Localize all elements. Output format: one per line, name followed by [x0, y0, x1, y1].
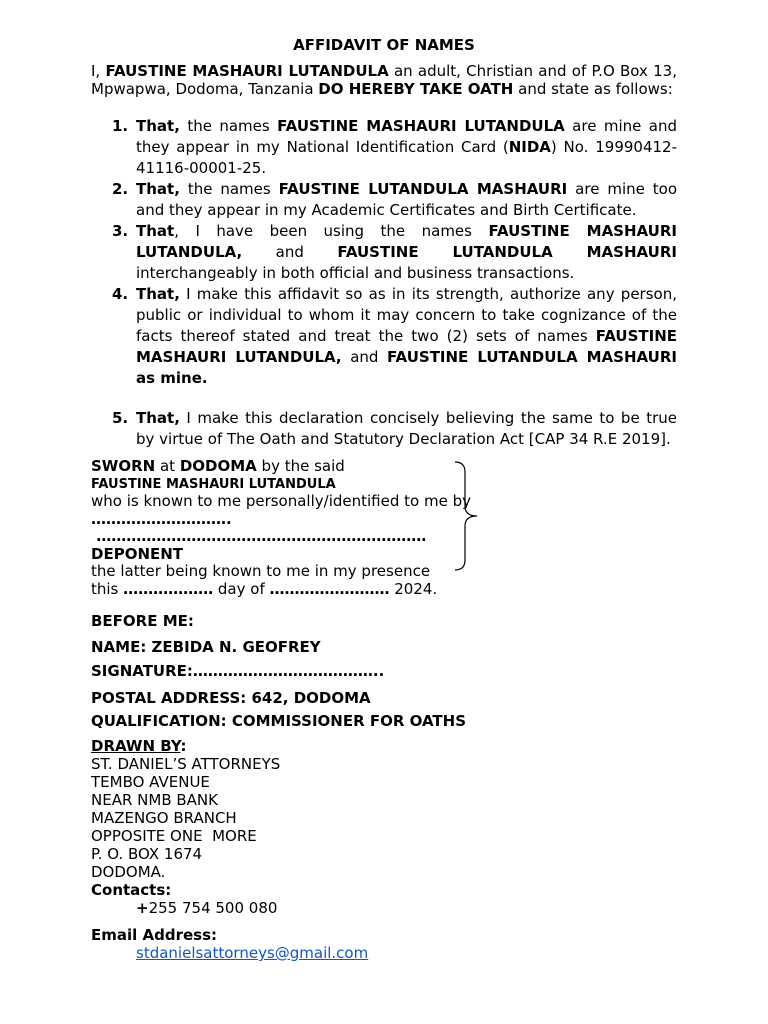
clause-lead: That, [136, 117, 180, 135]
jurat-text: at [155, 457, 180, 475]
oath-phrase: DO HEREBY TAKE OATH [318, 80, 514, 98]
signature-line: SIGNATURE:……………………………….. [91, 662, 385, 680]
clause-number: 5. [112, 409, 129, 427]
clause-text: and [341, 348, 388, 366]
jurat-dots-line-1: ………………………. [91, 509, 232, 528]
clause-spacer [91, 389, 677, 408]
jurat-latter-line: the latter being known to me in my presence [91, 562, 431, 580]
intro-text: an adult, Christian and of P.O Box 13, Mpwapwa, Dodoma, Tanzania [91, 62, 677, 98]
clause-number: 4. [112, 285, 129, 303]
clause-lead: That, [136, 285, 180, 303]
clause-number: 2. [112, 180, 129, 198]
address-line: TEMBO AVENUE [91, 773, 210, 791]
drawn-by-heading [91, 737, 491, 755]
intro-text: and state as follows: [513, 80, 673, 98]
clause-text: I make this declaration concisely believing the same to be true by virtue of The Oath and Statutory Declaration Act [CAP 34 R.E 2019]. [136, 409, 677, 448]
clause-bold: FAUSTINE LUTANDULA MASHAURI as mine. [136, 348, 677, 387]
clause-bold: NIDA [508, 138, 551, 156]
jurat-text: by the said [256, 457, 345, 475]
clause-bold: FAUSTINE MASHAURI LUTANDULA [277, 117, 565, 135]
clause-number: 3. [112, 222, 129, 240]
clause-number: 1. [112, 117, 129, 135]
jurat-dots-line-2: ………………………………………………………… [91, 527, 427, 545]
jurat-deponent-name: FAUSTINE MASHAURI LUTANDULA [91, 476, 336, 492]
address-line: OPPOSITE ONE MORE [91, 827, 257, 845]
clause-4 [91, 284, 677, 389]
clause-lead: That, [136, 409, 180, 427]
document-title: AFFIDAVIT OF NAMES [293, 36, 475, 54]
phone-plus: + [136, 899, 149, 917]
email-link[interactable]: stdanielsattorneys@gmail.com [136, 944, 369, 962]
clause-text: , I have been using the names [174, 222, 489, 240]
address-line: P. O. BOX 1674 [91, 845, 203, 863]
clause-text: I make this affidavit so as in its strength, authorize any person, public or individual to whom it may concern to take cognizance of the facts thereof stated and treat the two (2) sets of names [136, 285, 677, 345]
address-line: ST. DANIEL’S ATTORNEYS [91, 755, 281, 773]
before-me-label: BEFORE ME: [91, 612, 194, 630]
drawn-by-label: DRAWN BY [91, 737, 181, 755]
jurat-text: this [91, 579, 124, 598]
clause-bold: FAUSTINE LUTANDULA MASHAURI [337, 243, 677, 261]
sworn-word: SWORN [91, 457, 156, 475]
curly-brace-icon [453, 460, 483, 572]
clause-5 [91, 408, 677, 450]
email-row [91, 944, 491, 962]
commissioner-name: NAME: ZEBIDA N. GEOFREY [91, 638, 321, 656]
jurat-year: 2024. [389, 579, 438, 598]
qualification: QUALIFICATION: COMMISSIONER FOR OATHS [91, 712, 467, 730]
clause-bold: FAUSTINE LUTANDULA MASHAURI [278, 180, 568, 198]
sworn-line [91, 458, 491, 476]
day-blank: ……………… [123, 579, 214, 598]
affidavit-clauses [91, 116, 677, 450]
jurat-known-line: who is known to me personally/identified to me by [91, 492, 471, 510]
jurat-place: DODOMA [179, 457, 257, 475]
address-line: DODOMA. [91, 863, 166, 881]
deponent-name: FAUSTINE MASHAURI LUTANDULA [105, 62, 389, 80]
drawn-by-colon: : [180, 737, 187, 755]
address-line: MAZENGO BRANCH [91, 809, 237, 827]
clause-text: the names [179, 180, 279, 198]
contacts-label: Contacts: [91, 881, 172, 899]
intro-paragraph [91, 62, 677, 98]
jurat-text: day of [213, 579, 270, 598]
month-blank: …………………… [269, 579, 390, 598]
jurat-block [91, 458, 491, 598]
clause-lead: That [136, 222, 175, 240]
clause-text: the names [179, 117, 278, 135]
clause-text: interchangeably in both official and business transactions. [136, 264, 575, 282]
clause-text: are mine too and they appear in my Academic Certificates and Birth Certificate. [136, 180, 678, 219]
clause-2 [91, 179, 677, 221]
clause-text: ) No. 19990412-41116-00001-25. [136, 138, 677, 177]
postal-address: POSTAL ADDRESS: 642, DODOMA [91, 689, 371, 707]
clause-3 [91, 221, 677, 284]
phone-digits: 255 754 500 080 [148, 899, 278, 917]
jurat-date-line [91, 581, 491, 599]
clause-bold: FAUSTINE MASHAURI LUTANDULA, [136, 222, 677, 261]
drawn-by-block [91, 737, 491, 962]
clause-lead: That, [136, 180, 180, 198]
clause-text: are mine and they appear in my National Identification Card ( [136, 117, 677, 156]
clause-text: and [242, 243, 338, 261]
phone-number [91, 899, 491, 917]
email-label: Email Address: [91, 926, 218, 944]
deponent-label: DEPONENT [91, 544, 184, 563]
clause-1 [91, 116, 677, 179]
intro-text: I, [91, 62, 106, 80]
address-line: NEAR NMB BANK [91, 791, 218, 809]
clause-bold: FAUSTINE MASHAURI LUTANDULA, [136, 327, 677, 366]
